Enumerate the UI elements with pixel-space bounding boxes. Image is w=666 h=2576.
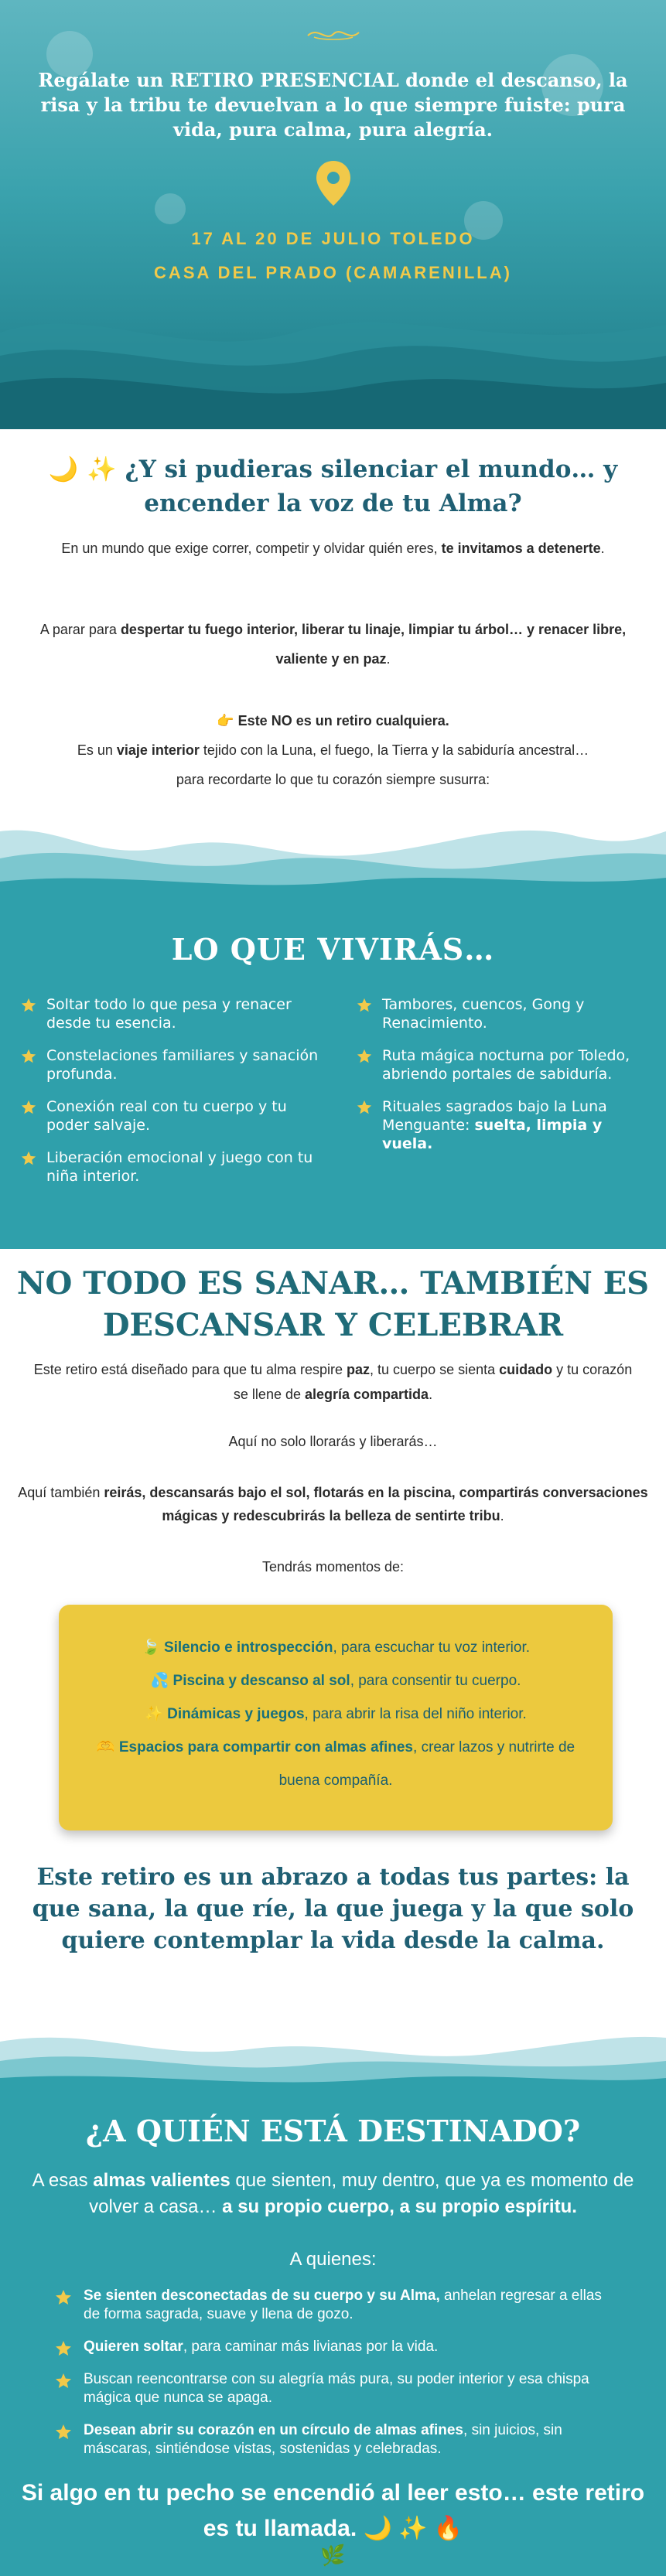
star-icon [54, 2372, 73, 2396]
audience-subtitle: A quienes: [289, 2249, 377, 2270]
list-item: Se sienten desconectadas de su cuerpo y su Alma, anhelan regresar a ellas de forma sagrada, suave y llena de gozo. [54, 2287, 611, 2324]
ornament-icon [306, 25, 360, 43]
list-item: Soltar todo lo que pesa y renacer desde tu esencia. [20, 995, 322, 1032]
sanar-paragraph: Tendrás momentos de: [261, 1559, 405, 1575]
star-icon [356, 997, 373, 1018]
vivir-section [0, 816, 666, 1249]
intro-paragraph: para recordarte lo que tu corazón siempre susurra: [176, 772, 490, 787]
embrace-statement: Este retiro es un abrazo a todas tus partes: la que sana, la que ríe, la que juega y la que solo quiere contemplar la vida desde la calma. [32, 1864, 634, 1954]
star-icon [20, 1150, 37, 1172]
intro-highlight: 👉 Este NO es un retiro cualquiera. [217, 713, 449, 728]
bokeh-light [155, 193, 186, 224]
list-item: Quieren soltar, para caminar más livianas por la vida. [54, 2338, 611, 2356]
star-icon [356, 1099, 373, 1121]
sanar-paragraph: Aquí también reirás, descansarás bajo el sol, flotarás en la piscina, compartirás conversaciones mágicas y redescubrirás la belleza de sentirte tribu. [18, 1485, 648, 1523]
list-item: Conexión real con tu cuerpo y tu poder salvaje. [20, 1097, 322, 1134]
star-icon [54, 2423, 73, 2447]
wave-divider [0, 816, 666, 909]
list-item: Rituales sagrados bajo la Luna Menguante: suelta, limpia y vuela. [356, 1097, 650, 1153]
list-item: Liberación emocional y juego con tu niña interior. [20, 1148, 322, 1186]
list-item: Desean abrir su corazón en un círculo de almas afines, sin juicios, sin máscaras, sintiéndose vistas, sostenidas y celebradas. [54, 2421, 611, 2458]
intro-paragraph: Es un viaje interior tejido con la Luna, el fuego, la Tierra y la sabiduría ancestral… [77, 742, 589, 758]
list-item: Tambores, cuencos, Gong y Renacimiento. [356, 995, 650, 1032]
vivir-title: LO QUE VIVIRÁS… [171, 932, 495, 967]
list-item: Constelaciones familiares y sanación profunda. [20, 1046, 322, 1083]
hero-headline: Regálate un RETIRO PRESENCIAL donde el descanso, la risa y la tribu te devuelvan a lo que siempre fuiste: pura vida, pura calma, pura alegría. [38, 69, 628, 141]
star-icon [54, 2288, 73, 2312]
sanar-section [0, 1249, 666, 2022]
location-pin-icon [314, 159, 353, 207]
moment-item: ✨ Dinámicas y juegos, para abrir la risa del niño interior. [145, 1706, 527, 1722]
list-item: Buscan reencontrarse con su alegría más pura, su poder interior y esa chispa mágica que nunca se apaga. [54, 2370, 611, 2407]
sanar-title: NO TODO ES SANAR… TAMBIÉN ES DESCANSAR Y CELEBRAR [16, 1265, 650, 1343]
sanar-paragraph: Este retiro está diseñado para que tu alma respire paz, tu cuerpo se sienta cuidado y tu corazón se llene de alegría compartida. [33, 1362, 633, 1402]
vivir-list-left [20, 995, 322, 1199]
audience-section [0, 2022, 666, 2576]
closing-call: Si algo en tu pecho se encendió al leer esto… este retiro es tu llamada. 🌙 ✨ 🔥 [21, 2480, 645, 2541]
intro-title: 🌙 ✨ ¿Y si pudieras silenciar el mundo… y encender la voz de tu Alma? [48, 455, 618, 517]
list-item: Ruta mágica nocturna por Toledo, abriendo portales de sabiduría. [356, 1046, 650, 1083]
wave-divider [0, 2022, 666, 2092]
moment-item: 💦 Piscina y descanso al sol, para consentir tu cuerpo. [150, 1673, 521, 1689]
star-icon [20, 997, 37, 1018]
intro-paragraph: A parar para despertar tu fuego interior, liberar tu linaje, limpiar tu árbol… y renacer libre, valiente y en paz. [39, 622, 627, 667]
moment-item: 🫶 Espacios para compartir con almas afines, crear lazos y nutrirte de buena compañía. [96, 1739, 575, 1789]
leaf-icon: 🌿 [320, 2544, 346, 2567]
sanar-paragraph: Aquí no solo llorarás y liberarás… [228, 1434, 438, 1449]
event-location: CASA DEL PRADO (CAMARENILLA) [154, 263, 512, 282]
intro-section [0, 429, 666, 816]
audience-intro: A esas almas valientes que sienten, muy dentro, que ya es momento de volver a casa… a su propio cuerpo, a su propio espíritu. [32, 2170, 634, 2217]
star-icon [356, 1048, 373, 1070]
moment-item: 🍃 Silencio e introspección, para escuchar tu voz interior. [141, 1639, 531, 1656]
audience-list [54, 2287, 611, 2472]
hero-waves [0, 286, 666, 429]
star-icon [54, 2339, 73, 2363]
hero-banner [0, 0, 666, 429]
vivir-list-right [356, 995, 650, 1167]
event-date: 17 AL 20 DE JULIO TOLEDO [191, 229, 475, 248]
star-icon [20, 1048, 37, 1070]
audience-title: ¿A QUIÉN ESTÁ DESTINADO? [85, 2114, 581, 2148]
star-icon [20, 1099, 37, 1121]
intro-paragraph: En un mundo que exige correr, competir y olvidar quién eres, te invitamos a detenerte. [61, 541, 605, 556]
moments-card [59, 1605, 613, 1830]
